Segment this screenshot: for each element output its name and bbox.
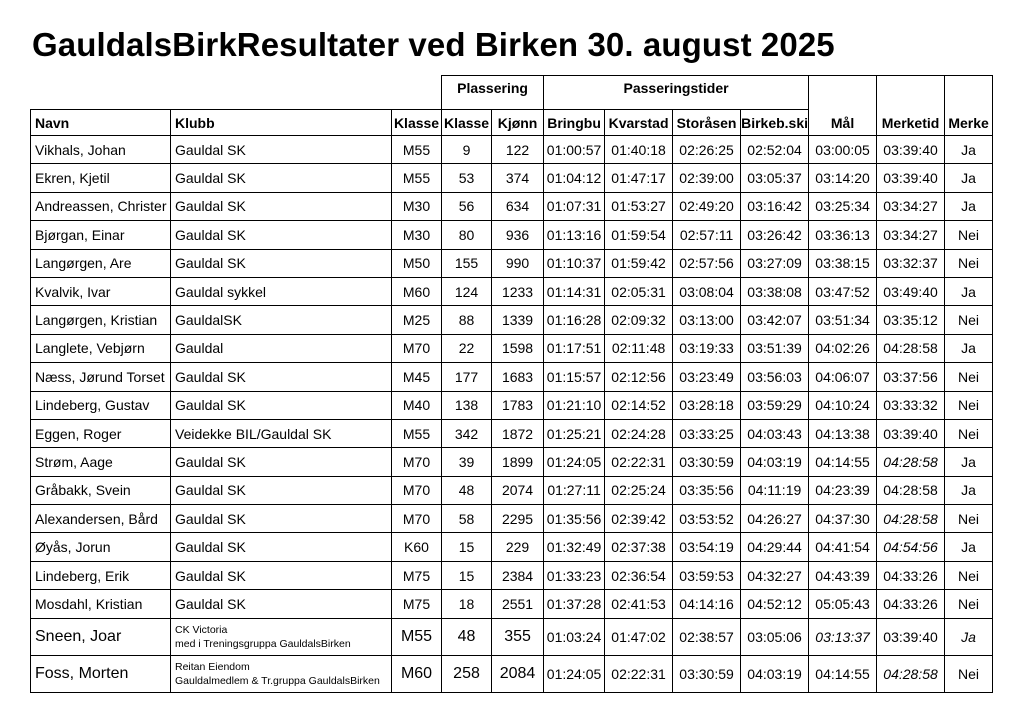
cell-birkebski: 03:16:42 [741, 192, 809, 220]
column-header-storasen: Storåsen [673, 110, 741, 136]
cell-bringbu: 01:21:10 [544, 391, 605, 419]
cell-plassering-kjonn: 1233 [492, 277, 544, 305]
cell-birkebski: 03:05:06 [741, 618, 809, 655]
table-row [31, 192, 993, 220]
cell-navn: Mosdahl, Kristian [31, 590, 171, 618]
cell-klasse: K60 [392, 533, 442, 561]
cell-plassering-klasse: 138 [442, 391, 492, 419]
cell-merke: Ja [945, 164, 993, 192]
cell-plassering-kjonn: 374 [492, 164, 544, 192]
cell-merke: Ja [945, 533, 993, 561]
cell-maal: 04:43:39 [809, 561, 877, 589]
cell-plassering-kjonn: 1872 [492, 419, 544, 447]
cell-merketid: 03:39:40 [877, 618, 945, 655]
cell-navn: Foss, Morten [31, 655, 171, 692]
cell-plassering-kjonn: 990 [492, 249, 544, 277]
cell-klasse: M70 [392, 448, 442, 476]
table-row [31, 277, 993, 305]
cell-birkebski: 03:51:39 [741, 334, 809, 362]
cell-merketid: 04:33:26 [877, 590, 945, 618]
cell-merke: Ja [945, 277, 993, 305]
cell-merke: Nei [945, 590, 993, 618]
cell-maal: 03:25:34 [809, 192, 877, 220]
cell-merke: Ja [945, 136, 993, 164]
cell-kvarstad: 01:47:02 [605, 618, 673, 655]
cell-merketid: 04:28:58 [877, 448, 945, 476]
table-row [31, 136, 993, 164]
table-row [31, 363, 993, 391]
cell-plassering-kjonn: 2084 [492, 655, 544, 692]
cell-klasse: M60 [392, 277, 442, 305]
group-header-passeringstider: Passeringstider [544, 76, 809, 110]
cell-storasen: 02:38:57 [673, 618, 741, 655]
cell-kvarstad: 02:39:42 [605, 505, 673, 533]
cell-merke: Ja [945, 334, 993, 362]
cell-bringbu: 01:37:28 [544, 590, 605, 618]
cell-birkebski: 03:42:07 [741, 306, 809, 334]
table-row [31, 533, 993, 561]
column-header-merketid: Merketid [877, 76, 945, 136]
cell-kvarstad: 02:41:53 [605, 590, 673, 618]
cell-plassering-kjonn: 936 [492, 221, 544, 249]
cell-storasen: 03:23:49 [673, 363, 741, 391]
cell-navn: Sneen, Joar [31, 618, 171, 655]
cell-birkebski: 04:26:27 [741, 505, 809, 533]
cell-merke: Nei [945, 505, 993, 533]
cell-merke: Nei [945, 363, 993, 391]
cell-plassering-kjonn: 1598 [492, 334, 544, 362]
table-row [31, 590, 993, 618]
cell-kvarstad: 02:09:32 [605, 306, 673, 334]
cell-storasen: 03:08:04 [673, 277, 741, 305]
cell-klasse: M55 [392, 164, 442, 192]
cell-merke: Nei [945, 391, 993, 419]
table-row [31, 655, 993, 692]
group-header-plassering: Plassering [442, 76, 544, 110]
cell-storasen: 03:30:59 [673, 655, 741, 692]
cell-klasse: M30 [392, 221, 442, 249]
cell-maal: 04:02:26 [809, 334, 877, 362]
header-spacer [31, 76, 442, 110]
cell-merke: Nei [945, 419, 993, 447]
cell-klubb: GauldalSK [171, 306, 392, 334]
cell-storasen: 02:26:25 [673, 136, 741, 164]
cell-merketid: 03:37:56 [877, 363, 945, 391]
cell-kvarstad: 02:24:28 [605, 419, 673, 447]
cell-birkebski: 03:56:03 [741, 363, 809, 391]
cell-birkebski: 04:03:43 [741, 419, 809, 447]
cell-klubb: Gauldal SK [171, 192, 392, 220]
cell-maal: 04:37:30 [809, 505, 877, 533]
column-header-bringbu: Bringbu [544, 110, 605, 136]
column-header-klasse: Klasse [392, 110, 442, 136]
cell-plassering-klasse: 9 [442, 136, 492, 164]
cell-bringbu: 01:27:11 [544, 476, 605, 504]
cell-merke: Ja [945, 476, 993, 504]
cell-plassering-klasse: 177 [442, 363, 492, 391]
cell-maal: 04:13:38 [809, 419, 877, 447]
club-line-primary: Reitan Eiendom [175, 660, 250, 673]
cell-maal: 05:05:43 [809, 590, 877, 618]
cell-merke: Ja [945, 448, 993, 476]
cell-klubb: Gauldal SK [171, 164, 392, 192]
cell-merketid: 03:39:40 [877, 419, 945, 447]
cell-bringbu: 01:15:57 [544, 363, 605, 391]
cell-storasen: 03:53:52 [673, 505, 741, 533]
club-line-secondary: med i Treningsgruppa GauldalsBirken [175, 637, 351, 650]
cell-plassering-kjonn: 2295 [492, 505, 544, 533]
cell-klasse: M70 [392, 334, 442, 362]
cell-birkebski: 04:11:19 [741, 476, 809, 504]
cell-maal: 03:13:37 [809, 618, 877, 655]
cell-klasse: M75 [392, 590, 442, 618]
table-row [31, 221, 993, 249]
cell-klasse: M30 [392, 192, 442, 220]
table-row [31, 618, 993, 655]
cell-klubb: Gauldal SK [171, 476, 392, 504]
cell-merketid: 04:28:58 [877, 334, 945, 362]
cell-klubb: Gauldal SK [171, 448, 392, 476]
cell-storasen: 03:30:59 [673, 448, 741, 476]
cell-storasen: 03:33:25 [673, 419, 741, 447]
cell-klubb: Gauldal SK [171, 221, 392, 249]
cell-merke: Nei [945, 306, 993, 334]
cell-bringbu: 01:24:05 [544, 655, 605, 692]
cell-plassering-klasse: 258 [442, 655, 492, 692]
column-header-plassering-klasse: Klasse [442, 110, 492, 136]
cell-kvarstad: 01:59:54 [605, 221, 673, 249]
cell-birkebski: 03:59:29 [741, 391, 809, 419]
cell-bringbu: 01:13:16 [544, 221, 605, 249]
column-header-navn: Navn [31, 110, 171, 136]
cell-plassering-kjonn: 355 [492, 618, 544, 655]
group-header-row [31, 76, 993, 110]
cell-bringbu: 01:03:24 [544, 618, 605, 655]
cell-bringbu: 01:24:05 [544, 448, 605, 476]
cell-maal: 03:00:05 [809, 136, 877, 164]
cell-maal: 04:06:07 [809, 363, 877, 391]
cell-kvarstad: 02:25:24 [605, 476, 673, 504]
cell-klasse: M50 [392, 249, 442, 277]
cell-merke: Ja [945, 192, 993, 220]
cell-storasen: 03:13:00 [673, 306, 741, 334]
cell-kvarstad: 01:53:27 [605, 192, 673, 220]
cell-plassering-klasse: 342 [442, 419, 492, 447]
cell-merke: Ja [945, 618, 993, 655]
cell-storasen: 02:57:56 [673, 249, 741, 277]
cell-kvarstad: 02:22:31 [605, 655, 673, 692]
column-header-merke: Merke [945, 76, 993, 136]
cell-storasen: 02:49:20 [673, 192, 741, 220]
cell-maal: 03:51:34 [809, 306, 877, 334]
cell-navn: Bjørgan, Einar [31, 221, 171, 249]
cell-plassering-kjonn: 229 [492, 533, 544, 561]
cell-merke: Nei [945, 249, 993, 277]
cell-bringbu: 01:10:37 [544, 249, 605, 277]
cell-navn: Lindeberg, Erik [31, 561, 171, 589]
club-line-secondary: Gauldalmedlem & Tr.gruppa GauldalsBirken [175, 674, 380, 687]
column-header-plassering-kjonn: Kjønn [492, 110, 544, 136]
cell-birkebski: 02:52:04 [741, 136, 809, 164]
cell-klasse: M55 [392, 618, 442, 655]
cell-klubb: Gauldal SK [171, 561, 392, 589]
cell-navn: Lindeberg, Gustav [31, 391, 171, 419]
cell-bringbu: 01:00:57 [544, 136, 605, 164]
cell-merketid: 04:28:58 [877, 655, 945, 692]
cell-plassering-kjonn: 1683 [492, 363, 544, 391]
cell-klasse: M55 [392, 419, 442, 447]
cell-merke: Nei [945, 221, 993, 249]
cell-birkebski: 04:03:19 [741, 448, 809, 476]
cell-navn: Næss, Jørund Torset [31, 363, 171, 391]
cell-merketid: 04:28:58 [877, 505, 945, 533]
cell-klasse: M25 [392, 306, 442, 334]
cell-klasse: M40 [392, 391, 442, 419]
column-header-klubb: Klubb [171, 110, 392, 136]
table-row [31, 249, 993, 277]
cell-merke: Nei [945, 655, 993, 692]
cell-klasse: M75 [392, 561, 442, 589]
cell-storasen: 03:19:33 [673, 334, 741, 362]
cell-plassering-klasse: 48 [442, 476, 492, 504]
table-row [31, 419, 993, 447]
cell-birkebski: 04:52:12 [741, 590, 809, 618]
cell-kvarstad: 02:37:38 [605, 533, 673, 561]
cell-merketid: 03:32:37 [877, 249, 945, 277]
cell-storasen: 04:14:16 [673, 590, 741, 618]
cell-plassering-kjonn: 2384 [492, 561, 544, 589]
cell-merketid: 03:35:12 [877, 306, 945, 334]
cell-klubb: Gauldal SK [171, 533, 392, 561]
cell-navn: Kvalvik, Ivar [31, 277, 171, 305]
table-row [31, 391, 993, 419]
cell-maal: 04:14:55 [809, 448, 877, 476]
cell-plassering-klasse: 88 [442, 306, 492, 334]
cell-storasen: 02:57:11 [673, 221, 741, 249]
cell-plassering-klasse: 48 [442, 618, 492, 655]
cell-navn: Gråbakk, Svein [31, 476, 171, 504]
cell-plassering-kjonn: 2074 [492, 476, 544, 504]
cell-birkebski: 04:32:27 [741, 561, 809, 589]
cell-plassering-klasse: 15 [442, 561, 492, 589]
cell-merketid: 04:33:26 [877, 561, 945, 589]
cell-navn: Alexandersen, Bård [31, 505, 171, 533]
results-table [30, 75, 993, 693]
cell-klubb: Gauldal SK [171, 136, 392, 164]
cell-navn: Langørgen, Kristian [31, 306, 171, 334]
cell-birkebski: 03:26:42 [741, 221, 809, 249]
cell-storasen: 02:39:00 [673, 164, 741, 192]
cell-birkebski: 03:27:09 [741, 249, 809, 277]
cell-kvarstad: 02:36:54 [605, 561, 673, 589]
cell-bringbu: 01:14:31 [544, 277, 605, 305]
cell-klubb: Gauldal SK [171, 391, 392, 419]
cell-navn: Ekren, Kjetil [31, 164, 171, 192]
cell-birkebski: 04:03:19 [741, 655, 809, 692]
cell-navn: Langørgen, Are [31, 249, 171, 277]
cell-klubb [171, 655, 392, 692]
table-row [31, 334, 993, 362]
cell-birkebski: 04:29:44 [741, 533, 809, 561]
cell-plassering-klasse: 80 [442, 221, 492, 249]
cell-navn: Øyås, Jorun [31, 533, 171, 561]
cell-plassering-klasse: 39 [442, 448, 492, 476]
cell-plassering-kjonn: 1783 [492, 391, 544, 419]
cell-birkebski: 03:38:08 [741, 277, 809, 305]
table-row [31, 476, 993, 504]
cell-storasen: 03:28:18 [673, 391, 741, 419]
cell-storasen: 03:35:56 [673, 476, 741, 504]
cell-bringbu: 01:17:51 [544, 334, 605, 362]
cell-klubb: Gauldal [171, 334, 392, 362]
cell-navn: Andreassen, Christer [31, 192, 171, 220]
cell-merketid: 03:34:27 [877, 221, 945, 249]
cell-kvarstad: 02:11:48 [605, 334, 673, 362]
cell-klasse: M70 [392, 505, 442, 533]
cell-klasse: M45 [392, 363, 442, 391]
cell-plassering-klasse: 58 [442, 505, 492, 533]
cell-plassering-klasse: 53 [442, 164, 492, 192]
cell-bringbu: 01:04:12 [544, 164, 605, 192]
cell-plassering-kjonn: 1899 [492, 448, 544, 476]
cell-merketid: 04:28:58 [877, 476, 945, 504]
cell-bringbu: 01:07:31 [544, 192, 605, 220]
cell-merketid: 03:39:40 [877, 164, 945, 192]
cell-plassering-klasse: 22 [442, 334, 492, 362]
cell-navn: Vikhals, Johan [31, 136, 171, 164]
cell-navn: Strøm, Aage [31, 448, 171, 476]
column-header-kvarstad: Kvarstad [605, 110, 673, 136]
cell-bringbu: 01:32:49 [544, 533, 605, 561]
cell-klasse: M70 [392, 476, 442, 504]
table-row [31, 164, 993, 192]
table-row [31, 448, 993, 476]
cell-maal: 04:41:54 [809, 533, 877, 561]
cell-merketid: 03:39:40 [877, 136, 945, 164]
cell-storasen: 03:54:19 [673, 533, 741, 561]
cell-bringbu: 01:35:56 [544, 505, 605, 533]
cell-plassering-kjonn: 2551 [492, 590, 544, 618]
cell-bringbu: 01:33:23 [544, 561, 605, 589]
cell-maal: 03:47:52 [809, 277, 877, 305]
cell-klasse: M60 [392, 655, 442, 692]
cell-plassering-kjonn: 1339 [492, 306, 544, 334]
cell-klubb: Gauldal SK [171, 363, 392, 391]
cell-kvarstad: 02:22:31 [605, 448, 673, 476]
cell-merketid: 03:34:27 [877, 192, 945, 220]
cell-maal: 04:10:24 [809, 391, 877, 419]
cell-klubb [171, 618, 392, 655]
results-body [31, 136, 993, 693]
cell-bringbu: 01:25:21 [544, 419, 605, 447]
page-title: GauldalsBirkResultater ved Birken 30. august 2025 [32, 26, 835, 63]
cell-plassering-klasse: 124 [442, 277, 492, 305]
cell-kvarstad: 02:14:52 [605, 391, 673, 419]
table-row [31, 561, 993, 589]
cell-kvarstad: 01:59:42 [605, 249, 673, 277]
cell-maal: 03:38:15 [809, 249, 877, 277]
cell-plassering-klasse: 18 [442, 590, 492, 618]
cell-kvarstad: 02:12:56 [605, 363, 673, 391]
cell-bringbu: 01:16:28 [544, 306, 605, 334]
cell-klubb: Gauldal SK [171, 590, 392, 618]
cell-maal: 04:14:55 [809, 655, 877, 692]
cell-kvarstad: 01:40:18 [605, 136, 673, 164]
cell-merketid: 03:33:32 [877, 391, 945, 419]
column-header-maal: Mål [809, 76, 877, 136]
cell-klubb: Veidekke BIL/Gauldal SK [171, 419, 392, 447]
cell-maal: 03:36:13 [809, 221, 877, 249]
cell-navn: Langlete, Vebjørn [31, 334, 171, 362]
cell-storasen: 03:59:53 [673, 561, 741, 589]
cell-klubb: Gauldal SK [171, 249, 392, 277]
cell-plassering-klasse: 155 [442, 249, 492, 277]
cell-merketid: 04:54:56 [877, 533, 945, 561]
cell-plassering-kjonn: 122 [492, 136, 544, 164]
cell-merketid: 03:49:40 [877, 277, 945, 305]
cell-klubb: Gauldal SK [171, 505, 392, 533]
cell-klubb: Gauldal sykkel [171, 277, 392, 305]
table-row [31, 505, 993, 533]
cell-navn: Eggen, Roger [31, 419, 171, 447]
cell-plassering-klasse: 15 [442, 533, 492, 561]
table-row [31, 306, 993, 334]
cell-maal: 04:23:39 [809, 476, 877, 504]
cell-klasse: M55 [392, 136, 442, 164]
cell-plassering-klasse: 56 [442, 192, 492, 220]
cell-kvarstad: 01:47:17 [605, 164, 673, 192]
cell-plassering-kjonn: 634 [492, 192, 544, 220]
cell-birkebski: 03:05:37 [741, 164, 809, 192]
column-header-birkebski: Birkeb.ski [741, 110, 809, 136]
cell-maal: 03:14:20 [809, 164, 877, 192]
cell-kvarstad: 02:05:31 [605, 277, 673, 305]
cell-merke: Nei [945, 561, 993, 589]
club-line-primary: CK Victoria [175, 623, 228, 636]
